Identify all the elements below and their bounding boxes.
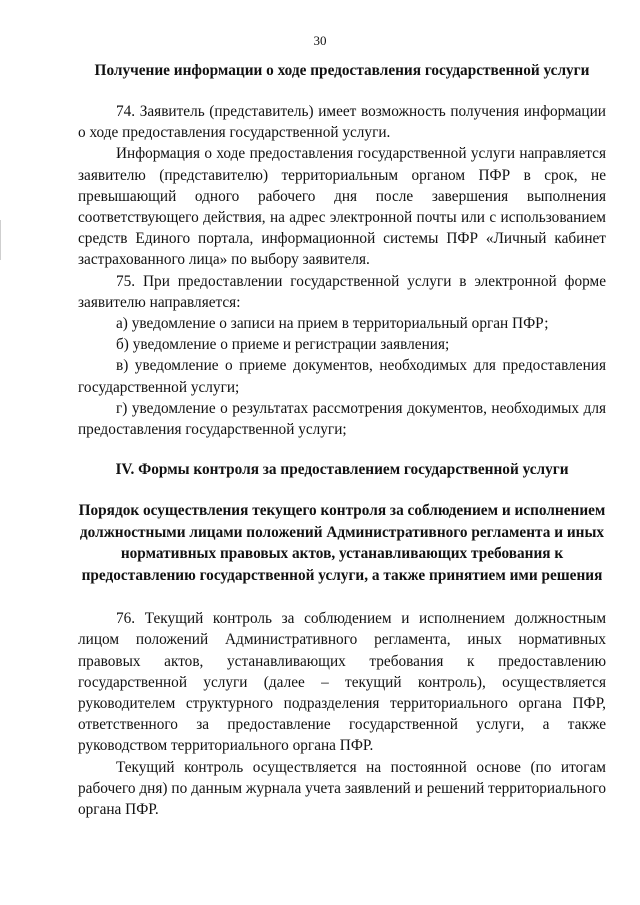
page-number: 30 xyxy=(313,33,327,48)
list-item-b: б) уведомление о приеме и регистрации заявления; xyxy=(116,336,450,354)
paragraph-74: 74. Заявитель (представитель) имеет возможность получения информации о ходе предоставления государственной услуги. xyxy=(78,103,606,142)
paragraph-info-delivery: Информация о ходе предоставления государственной услуги направляется заявителю (представителю) территориальным органом ПФР в срок, не превышающий одного рабочего дня после завершения выполнения соответствующего действия, на адрес электронной почты или с использованием средств Единого портала, информационной системы ПФР «Личный кабинет застрахованного лица» по выбору заявителя. xyxy=(78,145,606,269)
list-item-g: г) уведомление о результатах рассмотрения документов, необходимых для предоставления государственной услуги; xyxy=(78,399,606,439)
section-body-2 xyxy=(78,608,606,820)
paragraph-76: 76. Текущий контроль за соблюдением и исполнением должностным лицом положений Административного регламента, иных нормативных правовых актов, устанавливающих требования к предоставлению государственной услуги (далее – текущий контроль), осуществляется руководителем структурного подразделения территориального органа ПФР, ответственного за предоставление государственной услуги, а также руководством территориального органа ПФР. xyxy=(78,610,606,755)
paragraph-75: 75. При предоставлении государственной услуги в электронной форме заявителю направляется: xyxy=(78,272,606,311)
section-heading-info-progress: Получение информации о ходе предоставления государственной услуги xyxy=(94,62,590,79)
list-item-v: в) уведомление о приеме документов, необходимых для предоставления государственной услуги; xyxy=(78,357,606,396)
list-item-a: а) уведомление о записи на прием в территориальный орган ПФР; xyxy=(116,315,549,333)
scan-edge-mark xyxy=(0,220,1,260)
subsection-heading-current-control: Порядок осуществления текущего контроля за соблюдением и исполнением должностными лицами положений Административного регламента и иных нормативных правовых актов, устанавливающих требования к предоставлению государственной услуги, а также принятием ими решения xyxy=(78,502,606,584)
paragraph-control-basis: Текущий контроль осуществляется на постоянной основе (по итогам рабочего дня) по данным журнала учета заявлений и решений территориального органа ПФР. xyxy=(78,758,606,819)
chapter-heading-iv: IV. Формы контроля за предоставлением государственной услуги xyxy=(115,461,569,479)
page-content xyxy=(78,56,606,820)
section-body-1 xyxy=(78,101,606,440)
